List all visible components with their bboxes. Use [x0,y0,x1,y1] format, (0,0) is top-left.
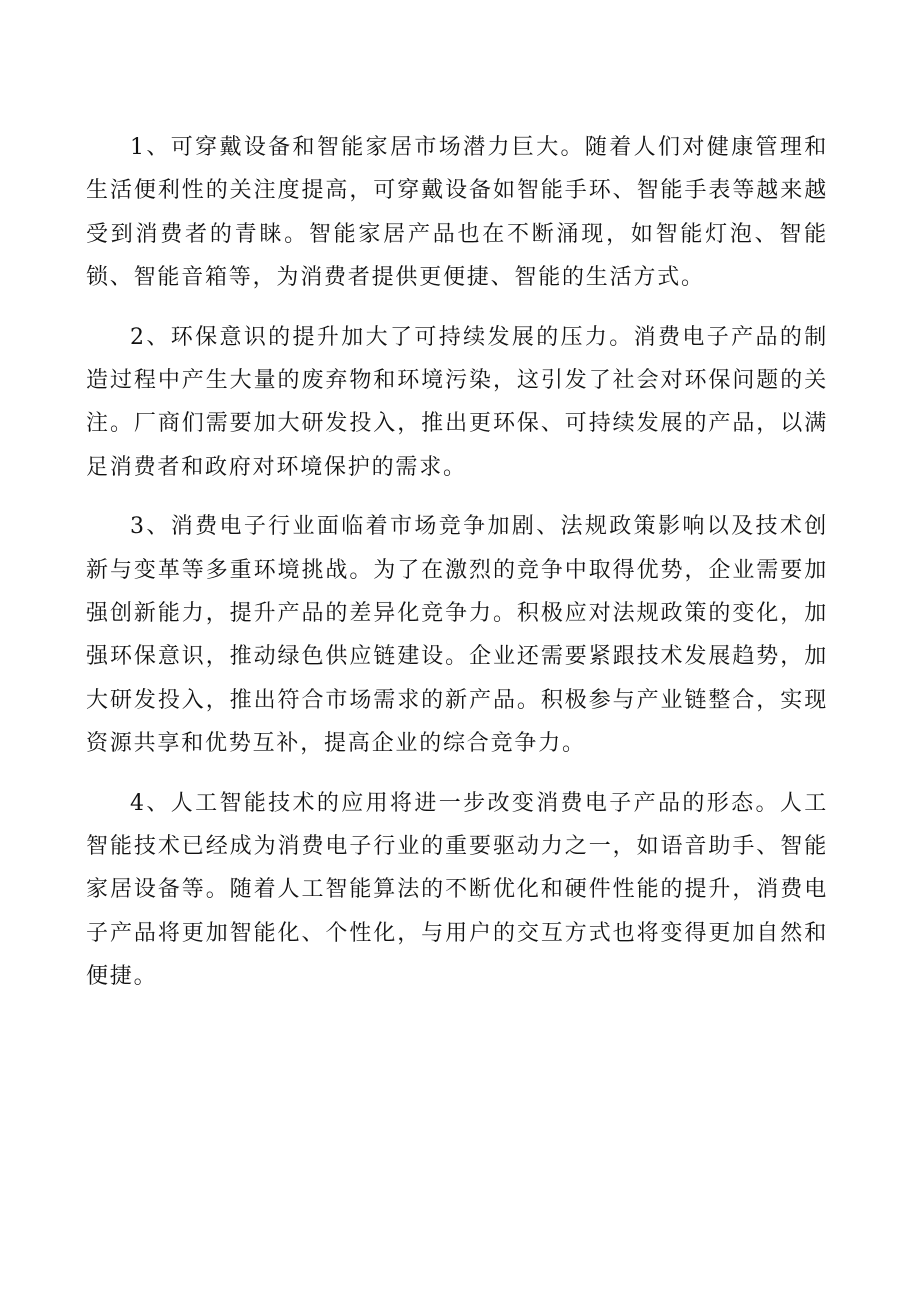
paragraph-4: 4、人工智能技术的应用将进一步改变消费电子产品的形态。人工智能技术已经成为消费电子行业的重要驱动力之一，如语音助手、智能家居设备等。随着人工智能算法的不断优化和硬件性能的提升，消费电子产品将更加智能化、个性化，与用户的交互方式也将变得更加自然和便捷。 [86,790,828,989]
document-body [86,126,828,1015]
paragraph-3: 3、消费电子行业面临着市场竞争加剧、法规政策影响以及技术创新与变革等多重环境挑战。为了在激烈的竞争中取得优势，企业需要加强创新能力，提升产品的差异化竞争力。积极应对法规政策的变化，加强环保意识，推动绿色供应链建设。企业还需要紧跟技术发展趋势，加大研发投入，推出符合市场需求的新产品。积极参与产业链整合，实现资源共享和优势互补，提高企业的综合竞争力。 [86,514,828,756]
paragraph-2: 2、环保意识的提升加大了可持续发展的压力。消费电子产品的制造过程中产生大量的废弃物和环境污染，这引发了社会对环保问题的关注。厂商们需要加大研发投入，推出更环保、可持续发展的产品，以满足消费者和政府对环境保护的需求。 [86,324,828,480]
paragraph-1: 1、可穿戴设备和智能家居市场潜力巨大。随着人们对健康管理和生活便利性的关注度提高，可穿戴设备如智能手环、智能手表等越来越受到消费者的青睐。智能家居产品也在不断涌现，如智能灯泡、智能锁、智能音箱等，为消费者提供更便捷、智能的生活方式。 [86,135,828,290]
